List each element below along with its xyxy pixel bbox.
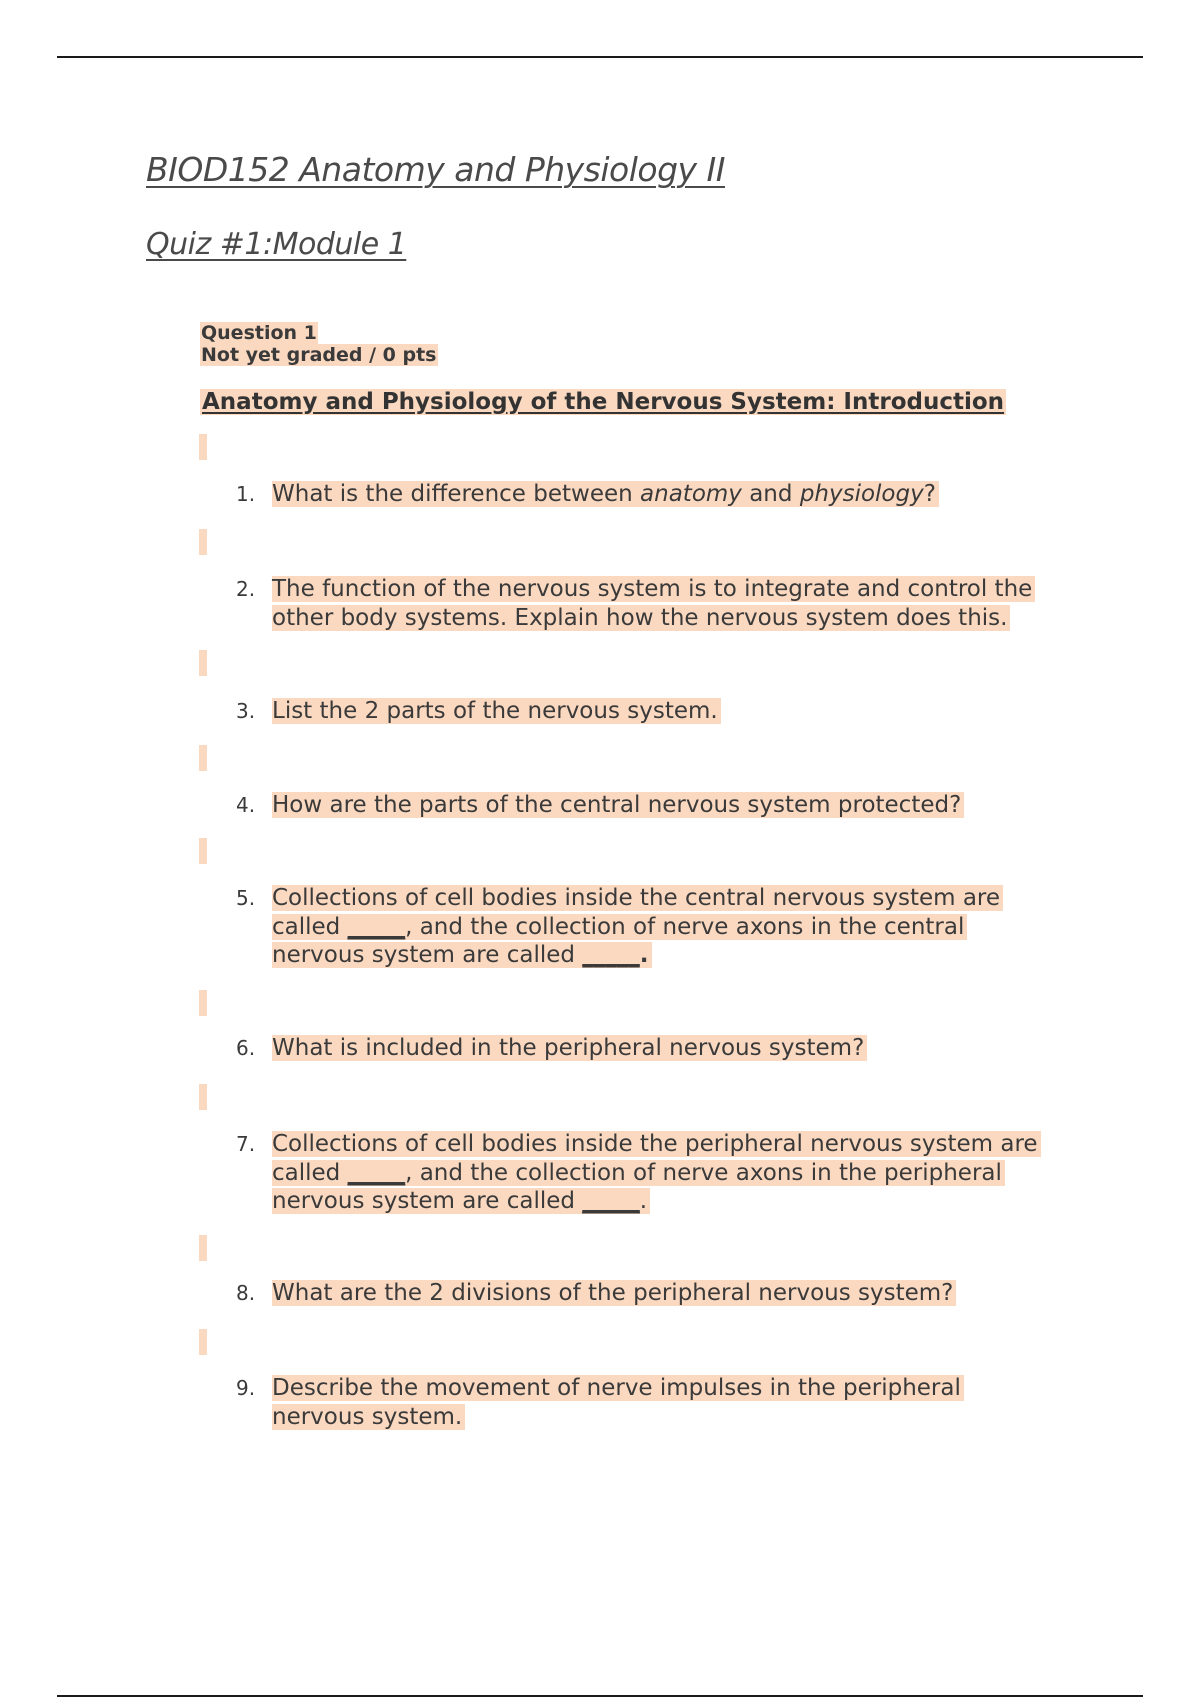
fill-in-blank[interactable]: _____ (347, 913, 406, 940)
answer-marker[interactable] (199, 1235, 207, 1261)
document-subtitle: Quiz #1:Module 1 (146, 227, 407, 262)
question-status: Not yet graded / 0 pts (201, 344, 437, 366)
item-text: Describe the movement of nerve impulses in the peripheral nervous system. (272, 1374, 1102, 1431)
bottom-rule (57, 1695, 1143, 1697)
item-text: How are the parts of the central nervous system protected? (272, 791, 1102, 820)
document-title: BIOD152 Anatomy and Physiology II (146, 150, 725, 189)
item-text: Collections of cell bodies inside the central nervous system are called _____, and the collection of nerve axons in the central nervous system are called _____. (272, 884, 1102, 970)
item-text: What is the difference between anatomy and physiology? (272, 480, 1102, 509)
item-number: 7. (236, 1132, 256, 1156)
top-rule (57, 56, 1143, 58)
item-text: List the 2 parts of the nervous system. (272, 697, 1102, 726)
fill-in-blank[interactable]: _____ (582, 942, 640, 968)
item-text: What is included in the peripheral nervous system? (272, 1034, 1102, 1063)
answer-marker[interactable] (199, 745, 207, 771)
answer-marker[interactable] (199, 529, 207, 555)
item-number: 1. (236, 482, 256, 506)
question-meta (200, 322, 438, 366)
answer-marker[interactable] (199, 1329, 207, 1355)
item-text: The function of the nervous system is to integrate and control the other body systems. Explain how the nervous system does this. (272, 575, 1102, 632)
item-text: Collections of cell bodies inside the peripheral nervous system are called _____, and the collection of nerve axons in the peripheral nervous system are called _____. (272, 1130, 1102, 1216)
answer-marker[interactable] (199, 434, 207, 460)
section-title-text: Anatomy and Physiology of the Nervous System: Introduction (202, 389, 1005, 415)
answer-marker[interactable] (199, 650, 207, 676)
item-number: 9. (236, 1376, 256, 1400)
item-number: 8. (236, 1281, 256, 1305)
item-number: 5. (236, 886, 256, 910)
question-label: Question 1 (201, 322, 317, 344)
section-title (200, 387, 1006, 417)
answer-marker[interactable] (199, 990, 207, 1016)
answer-marker[interactable] (199, 838, 207, 864)
item-text: What are the 2 divisions of the peripheral nervous system? (272, 1279, 1102, 1308)
item-number: 4. (236, 793, 256, 817)
item-number: 3. (236, 699, 256, 723)
item-number: 6. (236, 1036, 256, 1060)
answer-marker[interactable] (199, 1084, 207, 1110)
item-number: 2. (236, 577, 256, 601)
fill-in-blank[interactable]: _____ (347, 1159, 406, 1186)
fill-in-blank[interactable]: _____ (582, 1188, 640, 1214)
